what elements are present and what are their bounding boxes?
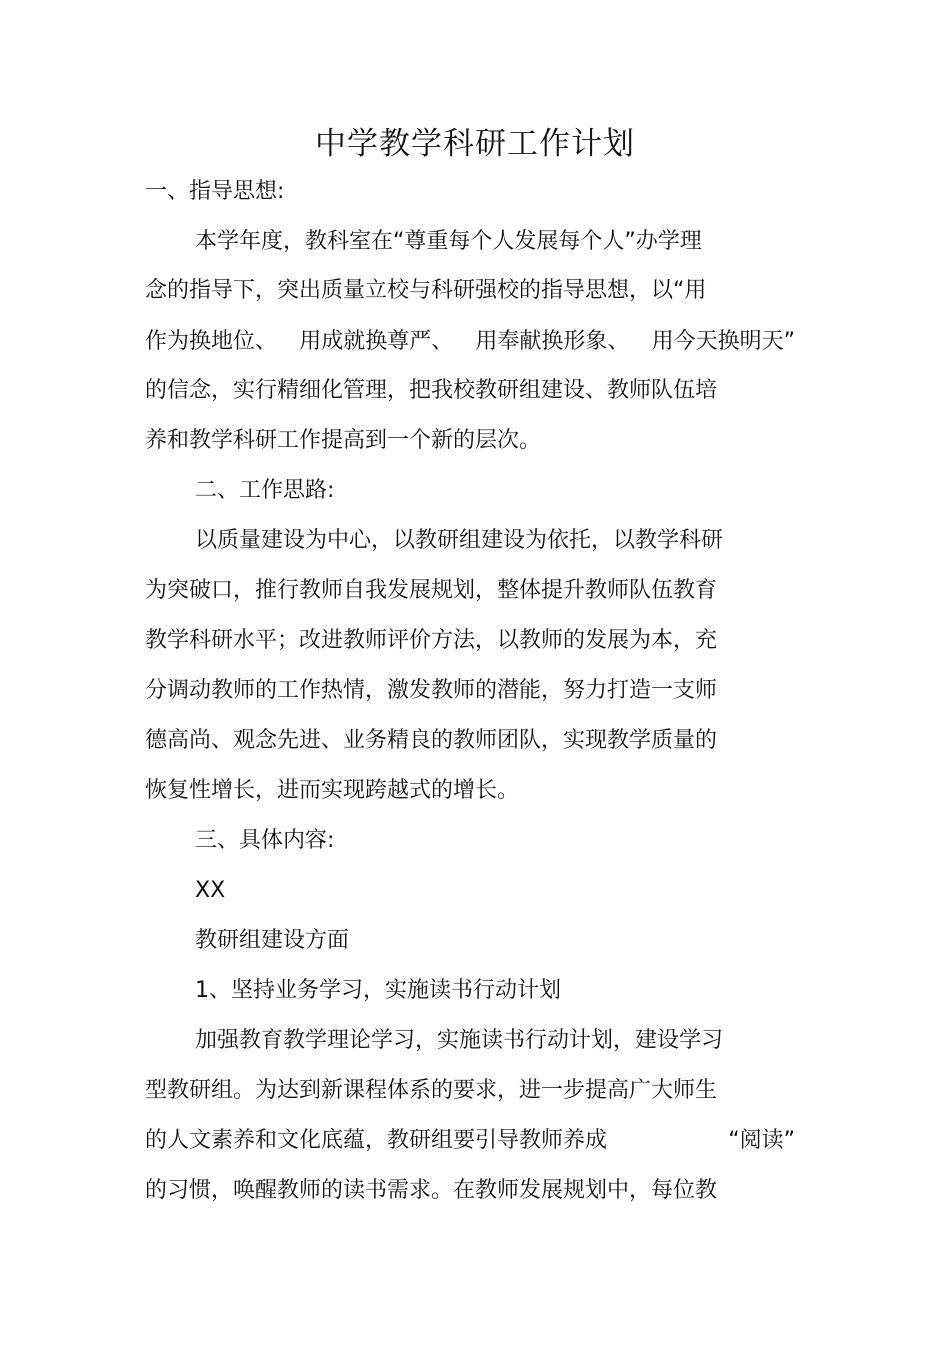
paragraph-line: 的习惯，唤醒教师的读书需求。在教师发展规划中，每位教 [145, 1178, 718, 1203]
phrase-segment: 用今天换明天” [651, 329, 795, 354]
paragraph-line: 分调动教师的工作热情，激发教师的潜能，努力打造一支师 [145, 678, 718, 703]
section-heading-3: 三、具体内容: [195, 828, 335, 853]
phrase-segment: 的人文素养和文化底蕴，教研组要引导教师养成 [145, 1128, 608, 1153]
numbered-item-heading: 1、坚持业务学习，实施读书行动计划 [195, 978, 561, 1003]
paragraph-line: 养和教学科研工作提高到一个新的层次。 [145, 428, 542, 453]
paragraph-line-spread [145, 327, 795, 357]
paragraph-line: 德高尚、观念先进、业务精良的教师团队，实现教学质量的 [145, 728, 718, 753]
paragraph-line: 为突破口，推行教师自我发展规划，整体提升教师队伍教育 [145, 578, 718, 603]
subsection-heading: 教研组建设方面 [195, 928, 350, 953]
phrase-segment: 用成就换尊严、 [299, 329, 454, 354]
paragraph-line: 的信念，实行精细化管理，把我校教研组建设、教师队伍培 [145, 378, 718, 403]
document-title: 中学教学科研工作计划 [315, 126, 635, 162]
paragraph-line: 教学科研水平；改进教师评价方法，以教师的发展为本，充 [145, 628, 718, 653]
paragraph-line-spread [145, 1126, 795, 1156]
paragraph-line: 恢复性增长，进而实现跨越式的增长。 [145, 778, 520, 803]
paragraph-line: 本学年度，教科室在“尊重每个人发展每个人”办学理 [195, 229, 702, 254]
phrase-segment: “阅读” [728, 1128, 795, 1153]
paragraph-line: 以质量建设为中心，以教研组建设为依托，以教学科研 [195, 528, 724, 553]
paragraph-line: 念的指导下，突出质量立校与科研强校的指导思想，以“用 [145, 278, 707, 303]
section-heading-2: 二、工作思路: [195, 478, 335, 503]
placeholder-text: XX [195, 878, 226, 903]
section-heading-1: 一、指导思想: [145, 179, 285, 204]
paragraph-line: 型教研组。为达到新课程体系的要求，进一步提高广大师生 [145, 1078, 718, 1103]
paragraph-line: 加强教育教学理论学习，实施读书行动计划，建设学习 [195, 1028, 724, 1053]
phrase-segment: 用奉献换形象、 [475, 329, 630, 354]
phrase-segment: 作为换地位、 [145, 329, 278, 354]
